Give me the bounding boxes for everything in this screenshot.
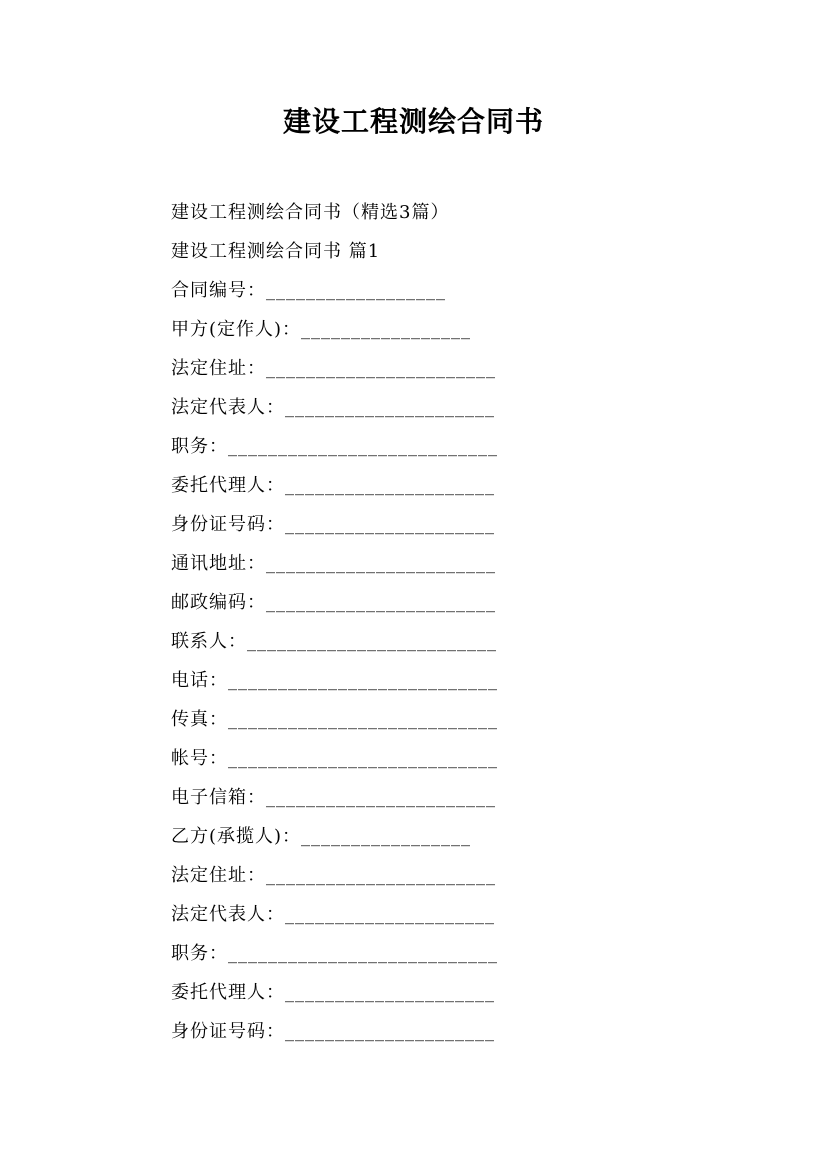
party-a-mailing-address-field: 通讯地址：_______________________ — [171, 553, 496, 574]
party-a-contact-field: 联系人：_________________________ — [171, 631, 497, 652]
party-a-id-number-field: 身份证号码：_____________________ — [171, 514, 495, 535]
party-a-fax-field: 传真：___________________________ — [171, 709, 498, 730]
party-b-legal-rep-field: 法定代表人：_____________________ — [171, 904, 495, 925]
party-a-account-field: 帐号：___________________________ — [171, 748, 498, 769]
party-b-position-field: 职务：___________________________ — [171, 943, 498, 964]
party-b-field: 乙方(承揽人)：_________________ — [171, 826, 472, 847]
subtitle-line: 建设工程测绘合同书（精选3篇） — [171, 202, 450, 223]
party-a-phone-field: 电话：___________________________ — [171, 670, 498, 691]
party-a-field: 甲方(定作人)：_________________ — [171, 319, 472, 340]
party-b-address-field: 法定住址：_______________________ — [171, 865, 496, 886]
document-title: 建设工程测绘合同书 — [282, 105, 544, 138]
party-b-agent-field: 委托代理人：_____________________ — [171, 982, 495, 1003]
contract-number-field: 合同编号：__________________ — [171, 280, 446, 301]
party-a-agent-field: 委托代理人：_____________________ — [171, 475, 495, 496]
party-b-id-number-field: 身份证号码：_____________________ — [171, 1021, 495, 1042]
party-a-address-field: 法定住址：_______________________ — [171, 358, 496, 379]
party-a-position-field: 职务：___________________________ — [171, 436, 498, 457]
party-a-legal-rep-field: 法定代表人：_____________________ — [171, 397, 495, 418]
party-a-postcode-field: 邮政编码：_______________________ — [171, 592, 496, 613]
document-body — [171, 193, 601, 1051]
section-heading: 建设工程测绘合同书 篇1 — [171, 241, 381, 262]
party-a-email-field: 电子信箱：_______________________ — [171, 787, 496, 808]
